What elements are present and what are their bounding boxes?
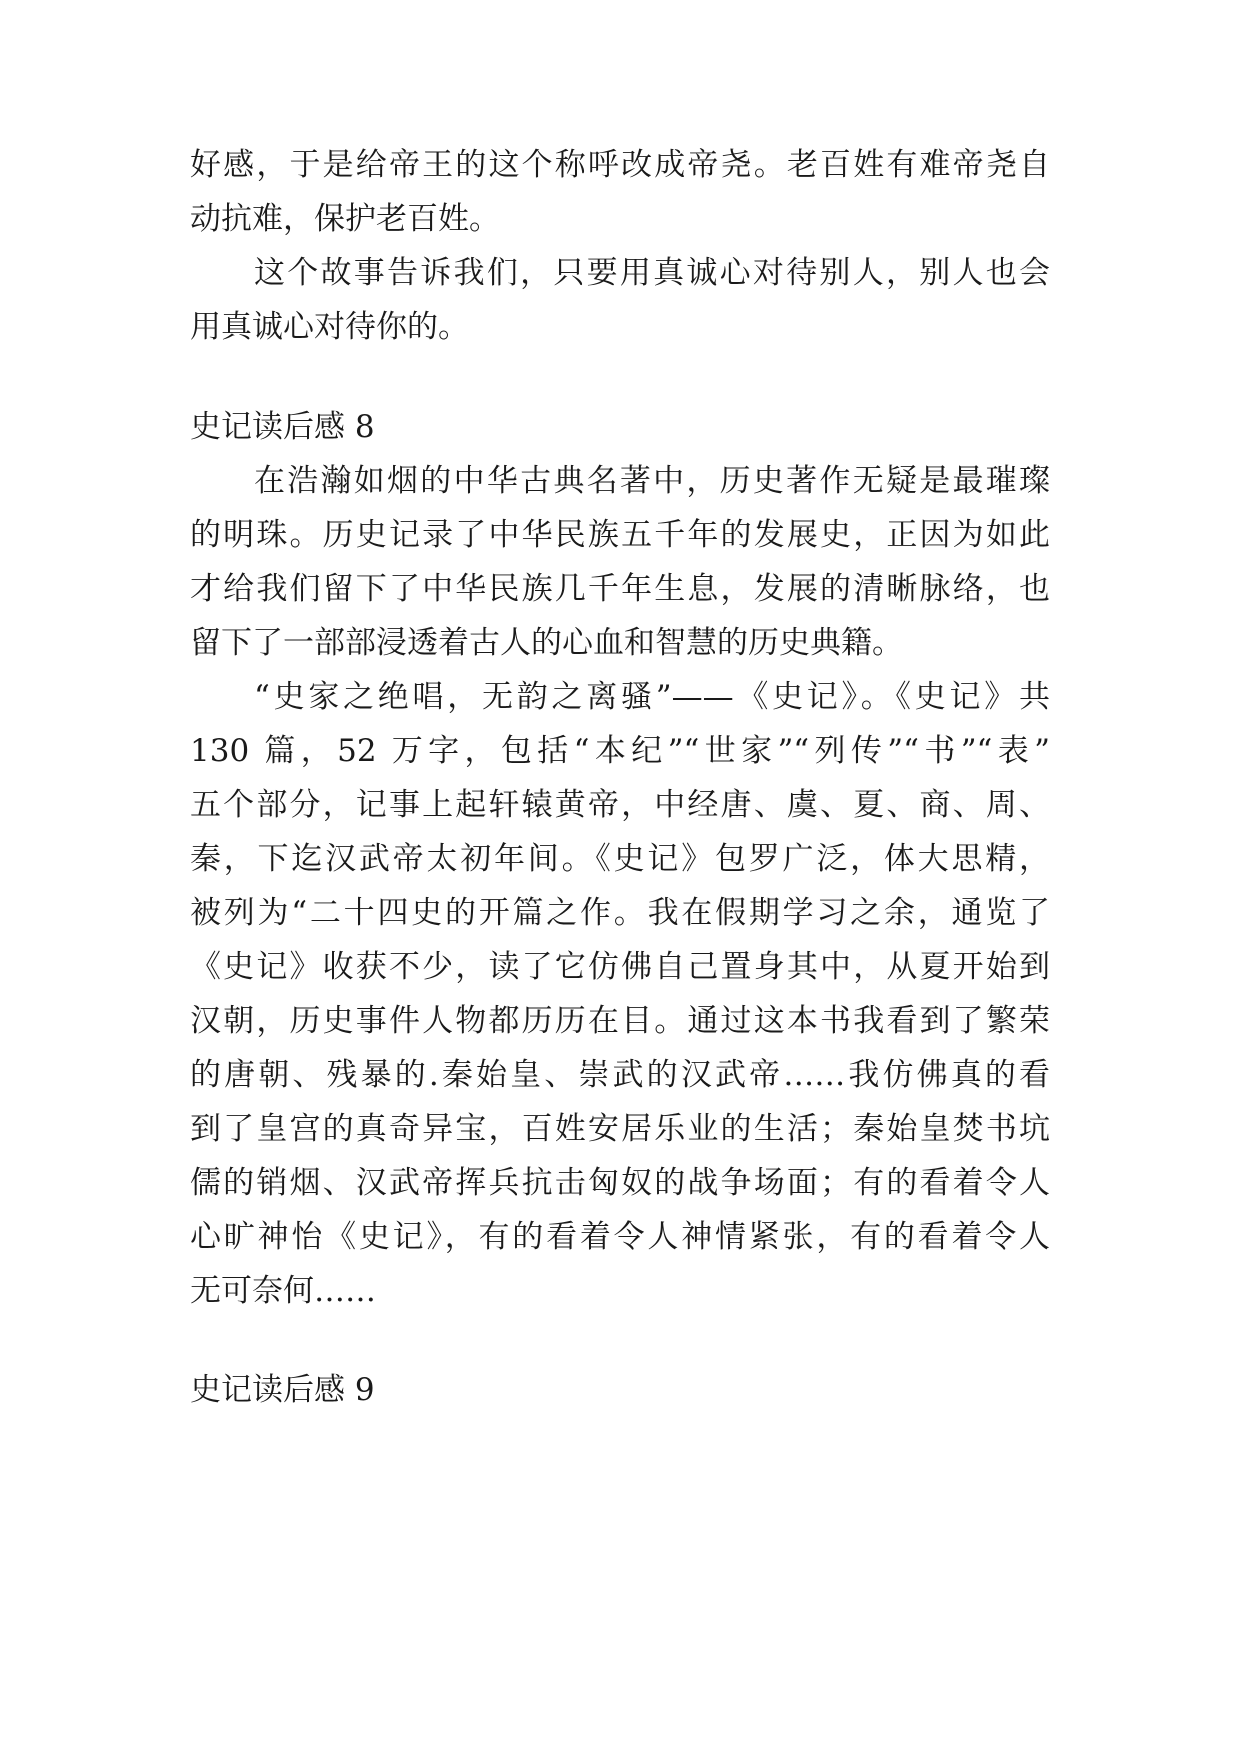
paragraph-line: 儒的销烟、汉武帝挥兵抗击匈奴的战争场面；有的看着令人 — [190, 1165, 1050, 1201]
paragraph-line: 五个部分，记事上起轩辕黄帝，中经唐、虞、夏、商、周、 — [190, 787, 1050, 823]
paragraph-line: 《史记》收获不少，读了它仿佛自己置身其中，从夏开始到 — [190, 949, 1050, 985]
paragraph-line: 的唐朝、残暴的.秦始皇、崇武的汉武帝……我仿佛真的看 — [190, 1057, 1050, 1093]
paragraph-line: 的明珠。历史记录了中华民族五千年的发展史，正因为如此 — [190, 517, 1050, 553]
paragraph-line: 汉朝，历史事件人物都历历在目。通过这本书我看到了繁荣 — [190, 1003, 1050, 1039]
paragraph-line: 用真诚心对待你的。 — [190, 309, 469, 345]
paragraph-line: “史家之绝唱，无韵之离骚”——《史记》。《史记》共 — [254, 679, 1050, 715]
paragraph-line: 无可奈何…… — [190, 1273, 376, 1309]
paragraph-line: 才给我们留下了中华民族几千年生息，发展的清晰脉络，也 — [190, 571, 1050, 607]
paragraph-line: 心旷神怡《史记》，有的看着令人神情紧张，有的看着令人 — [190, 1219, 1050, 1255]
paragraph-line: 这个故事告诉我们，只要用真诚心对待别人，别人也会 — [254, 255, 1050, 291]
paragraph-line: 留下了一部部浸透着古人的心血和智慧的历史典籍。 — [190, 625, 903, 661]
paragraph-line: 秦，下迄汉武帝太初年间。《史记》包罗广泛，体大思精， — [190, 841, 1050, 877]
paragraph-line: 动抗难，保护老百姓。 — [190, 201, 500, 237]
paragraph-line: 被列为“二十四史的开篇之作。我在假期学习之余，通览了 — [190, 895, 1050, 931]
section-heading: 史记读后感 8 — [190, 409, 375, 445]
paragraph-line: 130 篇，52 万字，包括“本纪”“世家”“列传”“书”“表” — [190, 733, 1050, 769]
paragraph-line: 好感，于是给帝王的这个称呼改成帝尧。老百姓有难帝尧自 — [190, 147, 1050, 183]
paragraph-line: 到了皇宫的真奇异宝，百姓安居乐业的生活；秦始皇焚书坑 — [190, 1111, 1050, 1147]
section-heading: 史记读后感 9 — [190, 1372, 375, 1408]
paragraph-line: 在浩瀚如烟的中华古典名著中，历史著作无疑是最璀璨 — [254, 463, 1050, 499]
